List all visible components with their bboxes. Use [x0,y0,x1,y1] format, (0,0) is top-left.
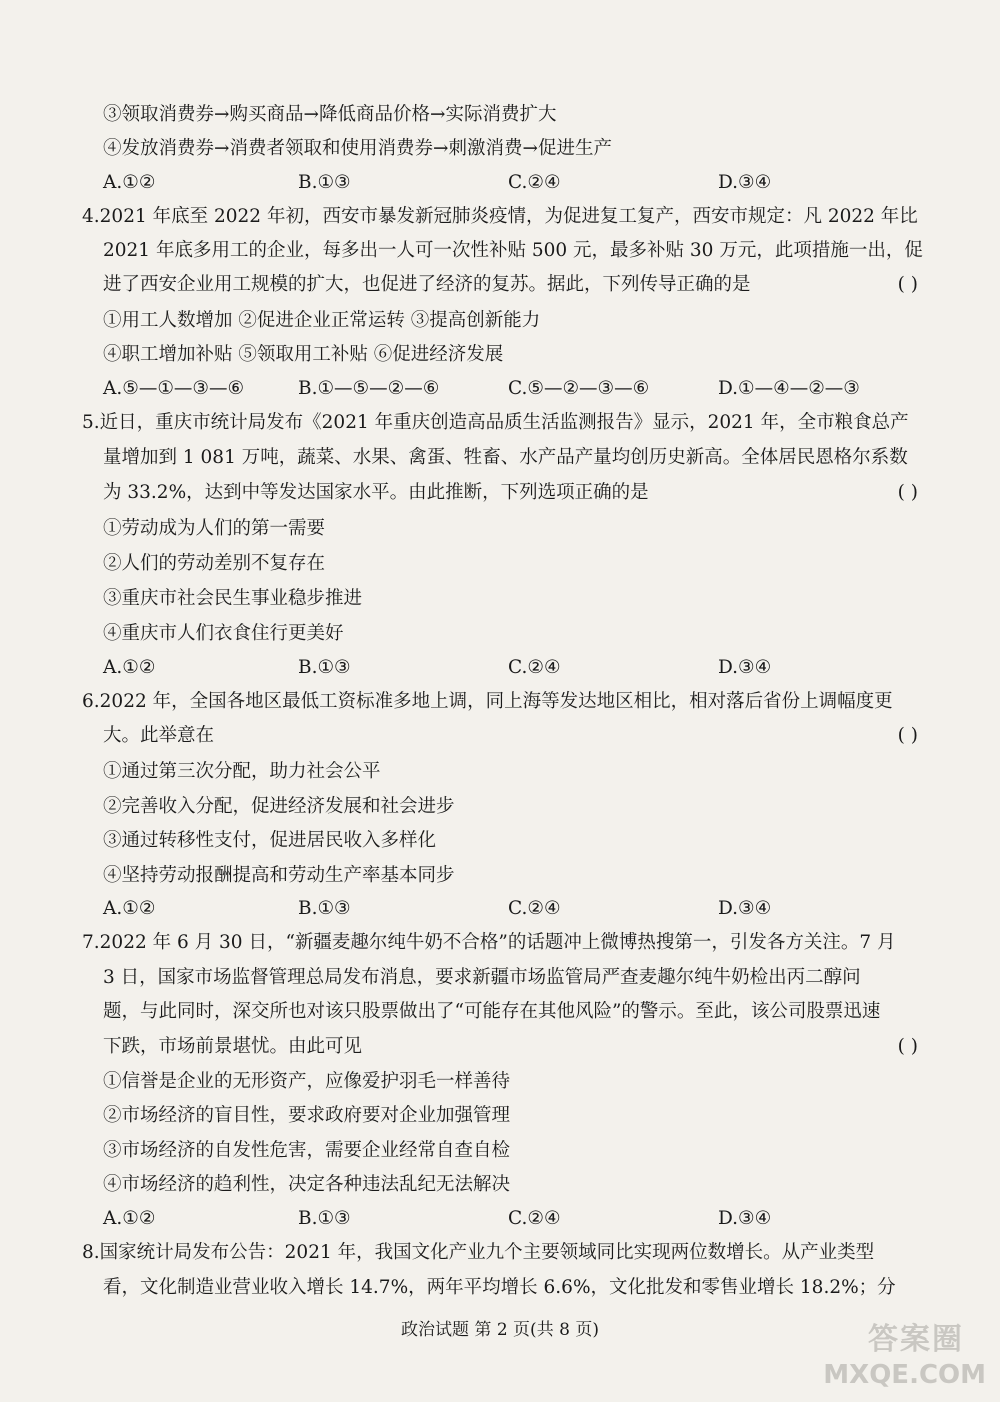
q6-stem-line-2: 大。此举意在 [103,725,215,746]
q3-item-4: ④发放消费券→消费者领取和使用消费券→刺激消费→促进生产 [103,138,613,159]
watermark-top-text: 答案圈 [868,1322,964,1357]
q3-option-d[interactable]: D.③④ [718,172,772,193]
q7-stem-line-1: 7.2022 年 6 月 30 日，“新疆麦趣尔纯牛奶不合格”的话题冲上微博热搜第一，引发各方关注。7 月 [82,932,896,953]
q6-stem-line-1: 6.2022 年，全国各地区最低工资标准多地上调，同上海等发达地区相比，相对落后省份上调幅度更 [82,691,893,712]
q5-option-a[interactable]: A.①② [103,657,156,678]
q4-option-d[interactable]: D.①—④—②—③ [718,378,860,399]
q4-options [0,376,1000,402]
q4-answer-bracket: ( ) [897,274,918,295]
q3-option-b[interactable]: B.①③ [298,172,351,193]
watermark-url: MXQE.COM [823,1360,986,1390]
q4-stem-line-3: 进了西安企业用工规模的扩大，也促进了经济的复苏。据此，下列传导正确的是 [103,274,751,295]
q6-option-b[interactable]: B.①③ [298,898,351,919]
page-footer: 政治试题 第 2 页(共 8 页) [401,1320,599,1340]
q7-option-a[interactable]: A.①② [103,1208,156,1229]
q6-answer-bracket: ( ) [897,725,918,746]
q6-option-d[interactable]: D.③④ [718,898,772,919]
q8-stem-line-1: 8.国家统计局发布公告：2021 年，我国文化产业九个主要领域同比实现两位数增长。从产业类型 [82,1242,875,1263]
q5-item-4: ④重庆市人们衣食住行更美好 [103,623,344,644]
q4-items-row-1: ①用工人数增加 ②促进企业正常运转 ③提高创新能力 [103,310,541,331]
q3-item-3: ③领取消费券→购买商品→降低商品价格→实际消费扩大 [103,104,557,125]
q5-stem-line-2: 量增加到 1 081 万吨，蔬菜、水果、禽蛋、牲畜、水产品产量均创历史新高。全体居民恩格尔系数 [103,447,908,468]
q4-option-b[interactable]: B.①—⑤—②—⑥ [298,378,440,399]
q5-answer-bracket: ( ) [897,482,918,503]
q4-stem-line-1: 4.2021 年底至 2022 年初，西安市暴发新冠肺炎疫情，为促进复工复产，西安市规定：凡 2022 年比 [82,206,918,227]
q7-option-d[interactable]: D.③④ [718,1208,772,1229]
q6-item-2: ②完善收入分配，促进经济发展和社会进步 [103,796,455,817]
watermark-logo [806,1312,986,1392]
q4-stem-line-2: 2021 年底多用工的企业，每多出一人可一次性补贴 500 元，最多补贴 30 万元，此项措施一出，促 [103,240,923,261]
q4-option-a[interactable]: A.⑤—①—③—⑥ [103,378,245,399]
q7-answer-bracket: ( ) [897,1036,918,1057]
q3-option-c[interactable]: C.②④ [508,172,561,193]
q6-option-a[interactable]: A.①② [103,898,156,919]
q7-item-2: ②市场经济的盲目性，要求政府要对企业加强管理 [103,1105,511,1126]
q7-option-b[interactable]: B.①③ [298,1208,351,1229]
q3-options [0,170,1000,196]
q7-item-4: ④市场经济的趋利性，决定各种违法乱纪无法解决 [103,1174,511,1195]
q6-options [0,896,1000,922]
q7-options [0,1206,1000,1232]
q6-option-c[interactable]: C.②④ [508,898,561,919]
q5-item-3: ③重庆市社会民生事业稳步推进 [103,588,363,609]
q5-option-c[interactable]: C.②④ [508,657,561,678]
q5-stem-line-1: 5.近日，重庆市统计局发布《2021 年重庆创造高品质生活监测报告》显示，2021 年，全市粮食总产 [82,412,909,433]
q7-item-3: ③市场经济的自发性危害，需要企业经常自查自检 [103,1140,511,1161]
q4-option-c[interactable]: C.⑤—②—③—⑥ [508,378,650,399]
q4-items-row-2: ④职工增加补贴 ⑤领取用工补贴 ⑥促进经济发展 [103,344,504,365]
q6-item-3: ③通过转移性支付，促进居民收入多样化 [103,830,437,851]
q5-option-b[interactable]: B.①③ [298,657,351,678]
q7-item-1: ①信誉是企业的无形资产，应像爱护羽毛一样善待 [103,1071,511,1092]
q5-stem-line-3: 为 33.2%，达到中等发达国家水平。由此推断，下列选项正确的是 [103,482,649,503]
q7-option-c[interactable]: C.②④ [508,1208,561,1229]
q7-stem-line-4: 下跌，市场前景堪忧。由此可见 [103,1036,363,1057]
q8-stem-line-2: 看，文化制造业营业收入增长 14.7%，两年平均增长 6.6%，文化批发和零售业增长 18.2%；分 [103,1277,896,1298]
q6-item-1: ①通过第三次分配，助力社会公平 [103,761,381,782]
q5-item-2: ②人们的劳动差别不复存在 [103,553,326,574]
q5-option-d[interactable]: D.③④ [718,657,772,678]
q5-options [0,655,1000,681]
q5-item-1: ①劳动成为人们的第一需要 [103,518,326,539]
q6-item-4: ④坚持劳动报酬提高和劳动生产率基本同步 [103,865,455,886]
q7-stem-line-3: 题，与此同时，深交所也对该只股票做出了“可能存在其他风险”的警示。至此，该公司股票迅速 [103,1001,881,1022]
q7-stem-line-2: 3 日，国家市场监督管理总局发布消息，要求新疆市场监管局严查麦趣尔纯牛奶检出丙二醇问 [103,967,861,988]
q3-option-a[interactable]: A.①② [103,172,156,193]
